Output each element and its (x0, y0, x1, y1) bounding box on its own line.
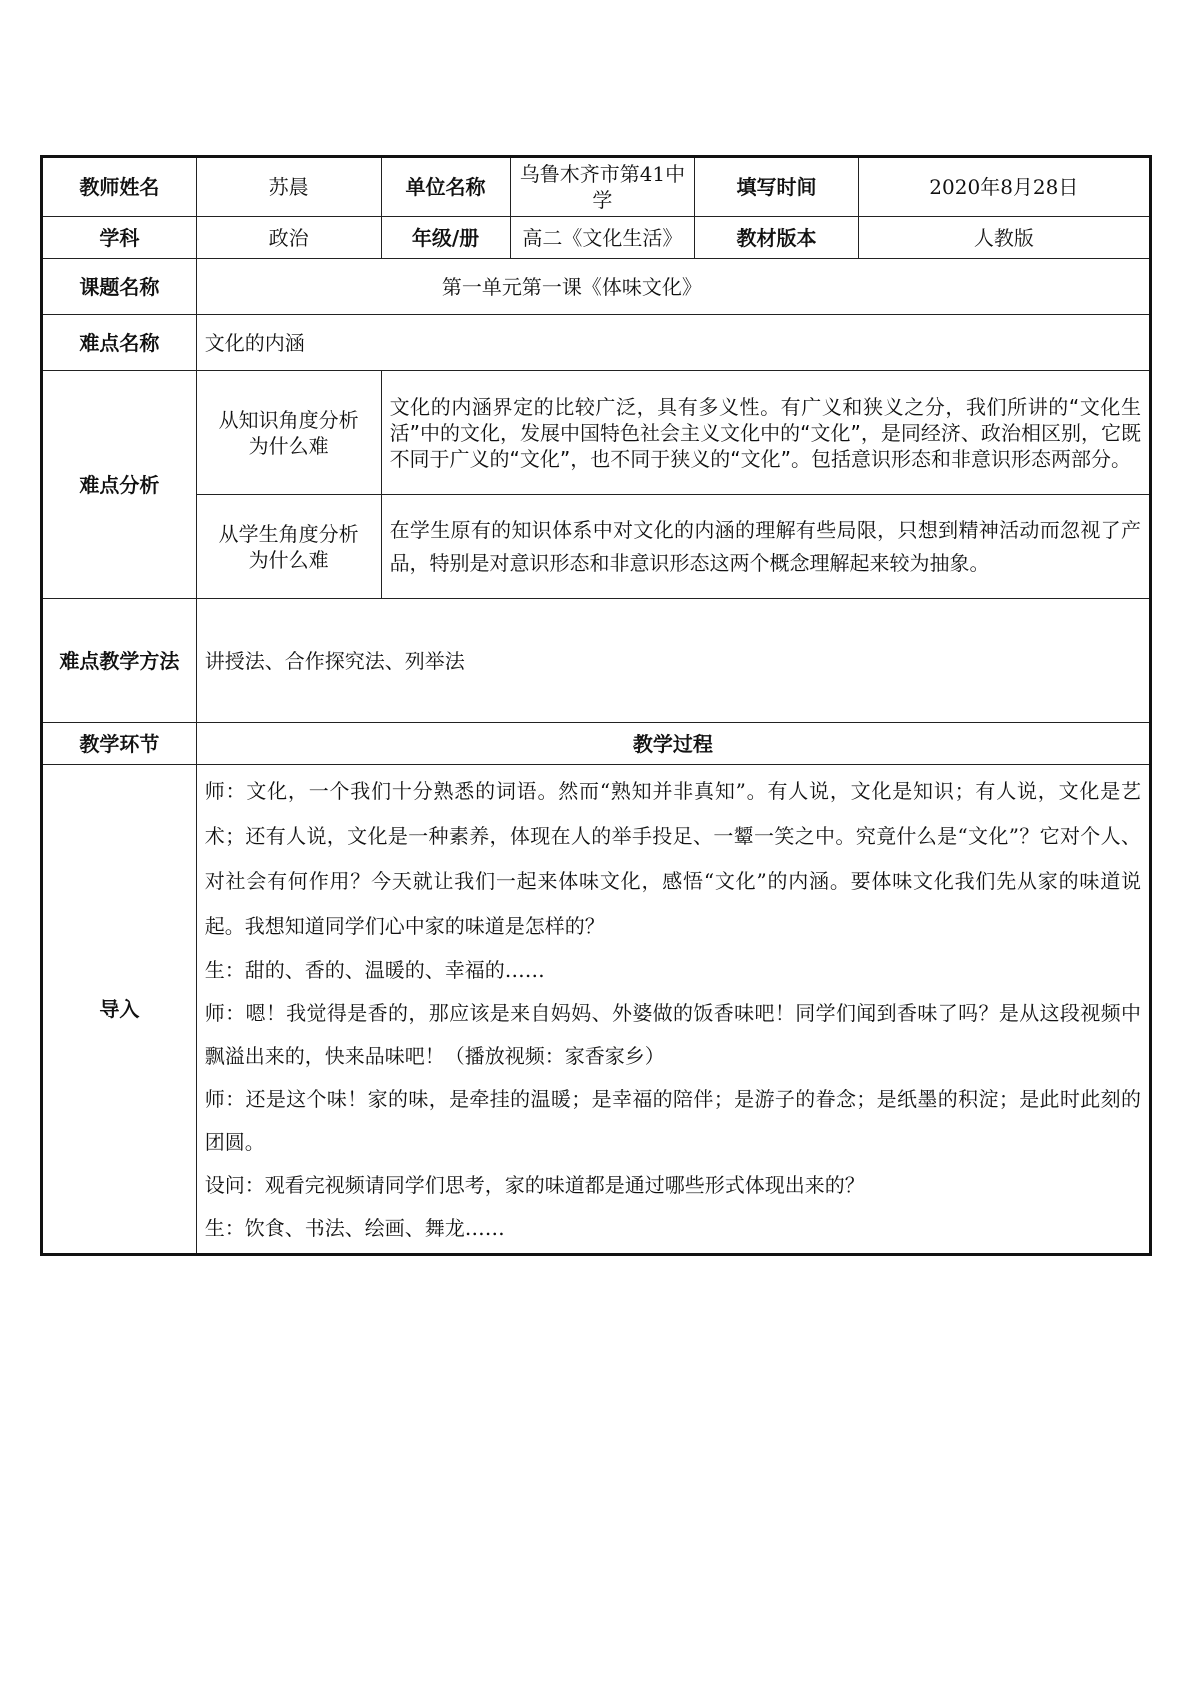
topic-label: 课题名称 (42, 259, 197, 315)
intro-process (196, 765, 1150, 1255)
subject-value: 政治 (196, 217, 381, 259)
method-value: 讲授法、合作探究法、列举法 (196, 599, 1150, 723)
edition-value: 人教版 (858, 217, 1150, 259)
intro-row (42, 765, 1151, 1255)
student-angle-label: 从学生角度分析为什么难 (196, 495, 381, 599)
lesson-plan-table (40, 155, 1152, 1256)
knowledge-angle-label: 从知识角度分析为什么难 (196, 371, 381, 495)
unit-name-value: 乌鲁木齐市第41中学 (510, 157, 695, 217)
grade-value: 高二《文化生活》 (510, 217, 695, 259)
topic-row (42, 259, 1151, 315)
intro-paragraph: 师：还是这个味！家的味，是牵挂的温暖；是幸福的陪伴；是游子的眷念；是纸墨的积淀；是此时此刻的团圆。 (204, 1086, 1141, 1154)
intro-paragraph: 生：甜的、香的、温暖的、幸福的…… (204, 957, 545, 982)
teacher-name-value: 苏晨 (196, 157, 381, 217)
fill-date-label: 填写时间 (695, 157, 858, 217)
teacher-name-label: 教师姓名 (42, 157, 197, 217)
unit-name-label: 单位名称 (381, 157, 510, 217)
intro-paragraph: 生：饮食、书法、绘画、舞龙…… (204, 1215, 505, 1240)
topic-value: 第一单元第一课《体味文化》 (196, 259, 1150, 315)
subject-row (42, 217, 1151, 259)
intro-paragraph: 设问：观看完视频请同学们思考，家的味道都是通过哪些形式体现出来的？ (204, 1172, 865, 1197)
analysis-student-row (42, 495, 1151, 599)
difficulty-row (42, 315, 1151, 371)
subject-label: 学科 (42, 217, 197, 259)
edition-label: 教材版本 (695, 217, 858, 259)
knowledge-angle-text: 文化的内涵界定的比较广泛，具有多义性。有广义和狭义之分，我们所讲的“文化生活”中的文化，发展中国特色社会主义文化中的“文化”，是同经济、政治相区别，它既不同于广义的“文化”，也不同于狭义的“文化”。包括意识形态和非意识形态两部分。 (381, 371, 1150, 495)
difficulty-label: 难点名称 (42, 315, 197, 371)
intro-paragraph: 师：文化，一个我们十分熟悉的词语。然而“熟知并非真知”。有人说，文化是知识；有人说，文化是艺术；还有人说，文化是一种素养，体现在人的举手投足、一颦一笑之中。究竟什么是“文化”？它对个人、对社会有何作用？今天就让我们一起来体味文化，感悟“文化”的内涵。要体味文化我们先从家的味道说起。我想知道同学们心中家的味道是怎样的？ (204, 778, 1141, 938)
student-angle-text: 在学生原有的知识体系中对文化的内涵的理解有些局限，只想到精神活动而忽视了产品，特别是对意识形态和非意识形态这两个概念理解起来较为抽象。 (381, 495, 1150, 599)
analysis-label: 难点分析 (42, 371, 197, 599)
fill-date-value: 2020年8月28日 (858, 157, 1150, 217)
process-header: 教学过程 (196, 723, 1150, 765)
intro-stage-label: 导入 (42, 765, 197, 1255)
intro-paragraph: 师：嗯！我觉得是香的，那应该是来自妈妈、外婆做的饭香味吧！同学们闻到香味了吗？是从这段视频中飘溢出来的，快来品味吧！（播放视频：家香家乡） (204, 1000, 1141, 1068)
process-header-row (42, 723, 1151, 765)
analysis-knowledge-row (42, 371, 1151, 495)
method-row (42, 599, 1151, 723)
method-label: 难点教学方法 (42, 599, 197, 723)
grade-label: 年级/册 (381, 217, 510, 259)
stage-header: 教学环节 (42, 723, 197, 765)
header-row (42, 157, 1151, 217)
difficulty-value: 文化的内涵 (196, 315, 1150, 371)
